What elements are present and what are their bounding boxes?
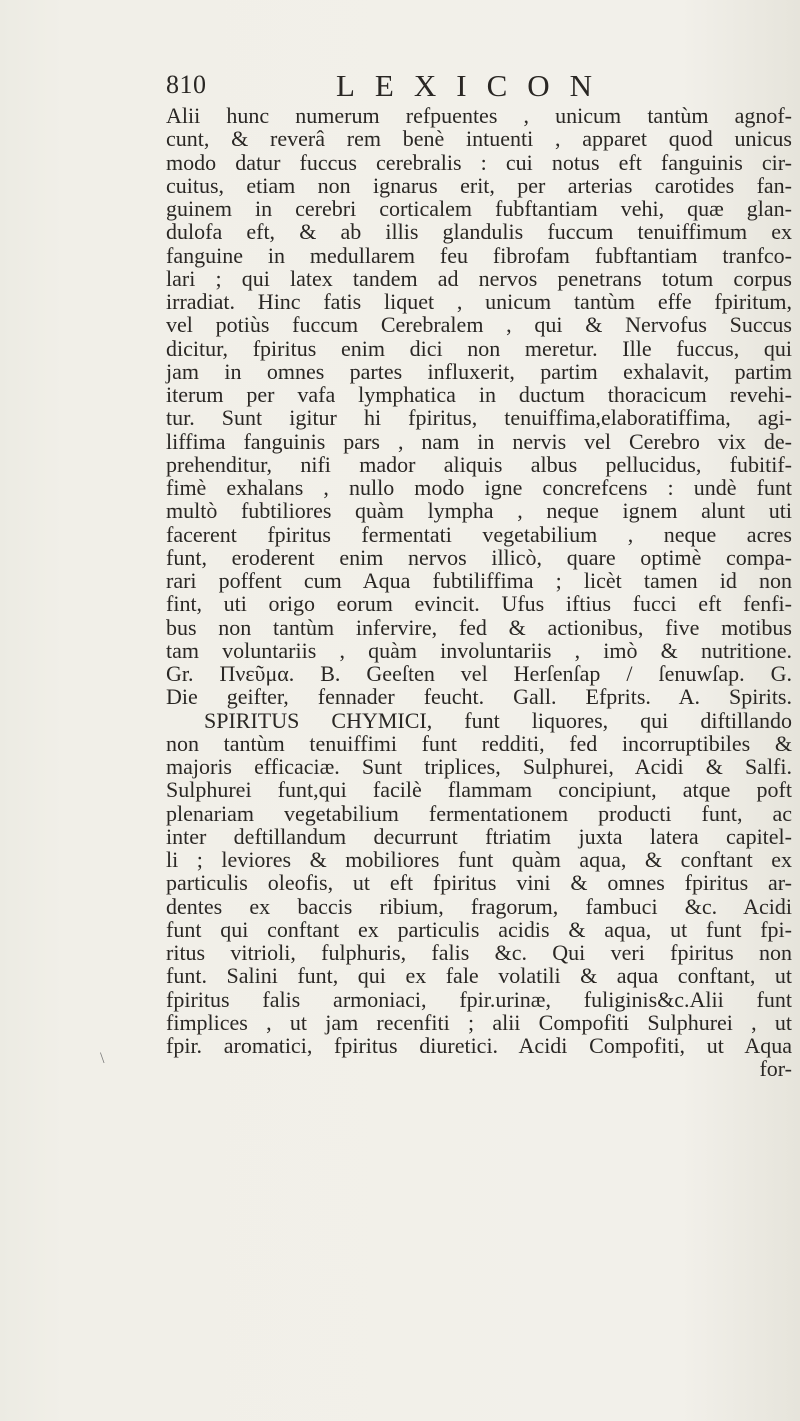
text-line: tur. Sunt igitur hi fpiritus, tenuiffima,elaboratiffima, agi- — [166, 405, 792, 431]
text-line: iterum per vafa lymphatica in ductum thoracicum revehi- — [166, 382, 792, 407]
page-header — [166, 68, 766, 104]
margin-mark: \ — [100, 1050, 105, 1067]
running-head: LEXICON — [336, 68, 613, 103]
text-line: irradiat. Hinc fatis liquet , unicum tantùm effe fpiritum, — [166, 289, 792, 314]
text-line: dulofa eft, & ab illis glandulis fuccum tenuiffimum ex — [166, 219, 792, 245]
text-line: Alii hunc numerum refpuentes , unicum tantùm agnof- — [166, 103, 792, 128]
text-line: funt, eroderent enim nervos illicò, quare optimè compa- — [166, 544, 792, 570]
text-line: ritus vitrioli, fulphuris, falis &c. Qui veri fpiritus non — [166, 940, 792, 965]
text-line: Sulphurei funt,qui facilè flammam concipiunt, atque poft — [166, 777, 792, 803]
entry-heading-line: SPIRITUS CHYMICI, funt liquores, qui diftillando — [204, 707, 792, 733]
text-line: li ; leviores & mobiliores funt quàm aqua, & conftant ex — [166, 847, 792, 872]
text-line: prehenditur, nifi mador aliquis albus pellucidus, fubitif- — [166, 451, 792, 477]
catchword: for- — [759, 1056, 792, 1082]
text-line: fpir. aromatici, fpiritus diuretici. Acidi Compofiti, ut Aqua — [166, 1033, 792, 1058]
body-text — [166, 104, 792, 1081]
text-line: fpiritus falis armoniaci, fpir.urinæ, fuliginis&c.Alii funt — [166, 986, 792, 1012]
text-line: liffima fanguinis pars , nam in nervis vel Cerebro vix de- — [166, 428, 792, 454]
text-line: fimplices , ut jam recenfiti ; alii Compofiti Sulphurei , ut — [166, 1009, 792, 1035]
text-line: guinem in cerebri corticalem fubftantiam vehi, quæ glan- — [166, 196, 792, 221]
text-line: funt qui conftant ex particulis acidis & aqua, ut funt fpi- — [166, 916, 792, 942]
text-line: dentes ex baccis ribium, fragorum, fambuci &c. Acidi — [166, 893, 792, 919]
text-line: lari ; qui latex tandem ad nervos penetrans totum corpus — [166, 265, 792, 291]
text-line: facerent fpiritus fermentati vegetabilium , neque acres — [166, 521, 792, 547]
text-line: fint, uti origo eorum evincit. Ufus iftius fucci eft fenfi- — [166, 591, 792, 617]
text-line: non tantùm tenuiffimi funt redditi, fed incorruptibiles & — [166, 730, 792, 756]
text-line: fimè exhalans , nullo modo igne concrefcens : undè funt — [166, 475, 792, 500]
text-line: vel potiùs fuccum Cerebralem , qui & Nervofus Succus — [166, 312, 792, 338]
text-line: rari poffent cum Aqua fubtiliffima ; licèt tamen id non — [166, 568, 792, 593]
text-line: jam in omnes partes influxerit, partim exhalavit, partim — [166, 358, 792, 384]
text-line: inter deftillandum decurrunt ftriatim juxta latera capitel- — [166, 823, 792, 849]
text-line: modo datur fuccus cerebralis : cui notus eft fanguinis cir- — [166, 149, 792, 175]
text-line: particulis oleofis, ut eft fpiritus vini & omnes fpiritus ar- — [166, 870, 792, 896]
text-line: Gr. Πνεῦμα. B. Geeſten vel Herſenſap / ſenuwſap. G. — [166, 661, 792, 686]
text-line: cuitus, etiam non ignarus erit, per arterias carotides fan- — [166, 172, 792, 198]
text-line: cunt, & reverâ rem benè intuenti , apparet quod unicus — [166, 126, 792, 152]
page-number: 810 — [166, 70, 207, 99]
text-line: majoris efficaciæ. Sunt triplices, Sulphurei, Acidi & Salfi. — [166, 754, 792, 779]
text-line: funt. Salini funt, qui ex fale volatili & aqua conftant, ut — [166, 963, 792, 989]
text-line: Die geifter, fennader feucht. Gall. Efprits. A. Spirits. — [166, 684, 792, 710]
text-line: multò fubtiliores quàm lympha , neque ignem alunt uti — [166, 498, 792, 524]
text-line: tam voluntariis , quàm involuntariis , imò & nutritione. — [166, 637, 792, 663]
text-line: bus non tantùm infervire, fed & actionibus, five motibus — [166, 614, 792, 640]
text-line: plenariam vegetabilium fermentationem producti funt, ac — [166, 800, 792, 826]
text-line: fanguine in medullarem feu fibrofam fubftantiam tranfco- — [166, 242, 792, 268]
text-line: dicitur, fpiritus enim dici non meretur. Ille fuccus, qui — [166, 335, 792, 361]
